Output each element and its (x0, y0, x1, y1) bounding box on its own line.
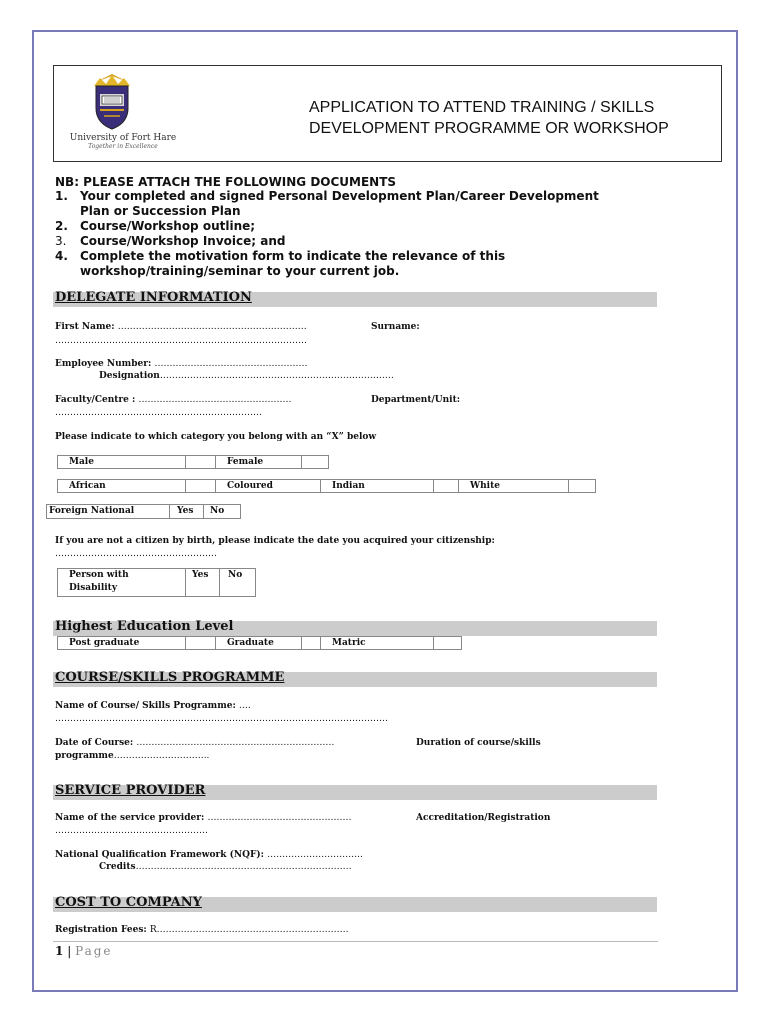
registration-fees-dots: ………………………………………………………. (156, 925, 349, 935)
employee-number-field[interactable] (55, 359, 307, 369)
list-item-number: 3. (55, 234, 67, 248)
page-footer (55, 944, 113, 958)
course-section-title: COURSE/SKILLS PROGRAMME (55, 670, 285, 685)
registration-fees-currency: R (149, 925, 157, 935)
designation-label: Designation (99, 371, 160, 381)
programme-label: programme (55, 751, 114, 761)
list-item-text: Complete the motivation form to indicate the relevance of this (80, 249, 506, 263)
form-title (309, 97, 669, 139)
disability-cell (57, 568, 186, 597)
course-date-field[interactable] (55, 738, 334, 748)
delegate-section-bar (53, 292, 657, 307)
nqf-dots: ………………………….. (267, 850, 363, 860)
list-item-number: 2. (55, 219, 68, 233)
university-name: University of Fort Hare (69, 133, 177, 143)
faculty-field[interactable] (55, 395, 292, 405)
duration-label[interactable]: Duration of course/skills (416, 738, 541, 748)
sun-rays-icon (94, 74, 130, 86)
surname-dots[interactable]: ………………………………………………………………………… (55, 336, 307, 346)
delegate-section-title: DELEGATE INFORMATION (55, 290, 252, 305)
accreditation-label[interactable]: Accreditation/Registration (416, 813, 551, 823)
gender-female-checkbox[interactable] (302, 455, 329, 469)
programme-dots: ………………………….. (113, 751, 210, 761)
education-graduate-checkbox[interactable] (302, 636, 321, 650)
university-motto: Together in Excellence (88, 143, 158, 150)
attachment-list (55, 189, 675, 279)
list-item (55, 234, 675, 249)
education-postgrad-checkbox[interactable] (186, 636, 216, 650)
disability-label-line-1: Person with (69, 570, 129, 580)
programme-field[interactable] (55, 751, 209, 761)
education-postgrad-cell: Post graduate (57, 636, 186, 650)
first-name-label: First Name: (55, 322, 115, 332)
list-item (55, 249, 675, 279)
disability-no[interactable]: No (220, 568, 256, 597)
form-title-line-2: DEVELOPMENT PROGRAMME OR WORKSHOP (309, 120, 669, 137)
nqf-field[interactable] (55, 850, 363, 860)
nqf-label: National Qualification Framework (NQF): (55, 850, 264, 860)
education-matric-cell: Matric (321, 636, 434, 650)
foreign-national-yes[interactable]: Yes (170, 504, 204, 519)
race-indian-checkbox[interactable] (434, 479, 459, 493)
list-item (55, 189, 675, 219)
gender-male-cell: Male (57, 455, 186, 469)
department-label[interactable]: Department/Unit: (371, 395, 461, 405)
employee-number-dots: …………………………………………… (154, 359, 308, 369)
course-name-field[interactable] (55, 701, 251, 711)
education-graduate-cell: Graduate (216, 636, 302, 650)
race-white-cell: White (459, 479, 569, 493)
course-name-dots[interactable]: ………………………………………………………………………………………………… (55, 714, 388, 724)
race-white-checkbox[interactable] (569, 479, 596, 493)
designation-field[interactable] (99, 371, 394, 381)
accreditation-dots[interactable]: …………………………………………… (55, 826, 208, 836)
faculty-dots: …………………………………………… (138, 395, 292, 405)
foreign-national-no[interactable]: No (204, 504, 241, 519)
list-item-number: 1. (55, 189, 68, 203)
university-crest-logo (90, 72, 134, 130)
list-item-text: Course/Workshop outline; (80, 219, 256, 233)
provider-section-title: SERVICE PROVIDER (55, 783, 206, 798)
course-date-label: Date of Course: (55, 738, 134, 748)
list-item (55, 219, 675, 234)
disability-label-line-2: Disability (69, 583, 118, 593)
designation-dots: …………………………………………………………………… (159, 371, 394, 381)
provider-name-field[interactable] (55, 813, 351, 823)
page-number: 1 (55, 944, 64, 958)
course-date-dots: ………………………………………………………… (136, 738, 335, 748)
citizenship-dots[interactable]: ……………………………………………… (55, 549, 217, 559)
list-item-text: Course/Workshop Invoice; and (80, 234, 286, 248)
list-item-number: 4. (55, 249, 68, 263)
education-matric-checkbox[interactable] (434, 636, 462, 650)
cost-section-title: COST TO COMPANY (55, 895, 202, 910)
first-name-dots: ……………………………………………………… (117, 322, 307, 332)
course-name-short-dots: …. (238, 701, 251, 711)
foreign-national-cell: Foreign National (46, 504, 170, 519)
provider-name-dots: ………………………………………… (207, 813, 352, 823)
department-dots[interactable]: …………………………………………………………… (55, 408, 262, 418)
gender-male-checkbox[interactable] (186, 455, 216, 469)
credits-label: Credits (99, 862, 136, 872)
course-name-label: Name of Course/ Skills Programme: (55, 701, 236, 711)
disability-yes[interactable]: Yes (186, 568, 220, 597)
race-indian-cell: Indian (321, 479, 434, 493)
list-item-text-cont: Plan or Succession Plan (80, 204, 241, 218)
nb-heading: NB: PLEASE ATTACH THE FOLLOWING DOCUMENTS (55, 175, 397, 189)
page-separator: | (67, 944, 72, 958)
form-title-line-1: APPLICATION TO ATTEND TRAINING / SKILLS (309, 99, 655, 116)
first-name-field[interactable] (55, 322, 307, 332)
citizenship-prompt: If you are not a citizen by birth, please indicate the date you acquired your citizenship: (55, 536, 495, 546)
category-prompt: Please indicate to which category you belong with an “X” below (55, 432, 377, 442)
education-section-bar (53, 621, 657, 636)
education-section-title: Highest Education Level (55, 619, 234, 634)
list-item-text: Your completed and signed Personal Development Plan/Career Development (80, 189, 599, 203)
race-african-checkbox[interactable] (186, 479, 216, 493)
footer-rule (53, 941, 658, 942)
credits-dots: ……………………………………………………………… (135, 862, 352, 872)
provider-section-bar (53, 785, 657, 800)
race-african-cell: African (57, 479, 186, 493)
employee-number-label: Employee Number: (55, 359, 152, 369)
gender-female-cell: Female (216, 455, 302, 469)
list-item-text-cont: workshop/training/seminar to your current job. (80, 264, 400, 278)
page-word: Page (75, 944, 113, 958)
surname-label[interactable]: Surname: (371, 322, 420, 332)
credits-field[interactable] (99, 862, 352, 872)
registration-fees-field[interactable] (55, 925, 349, 935)
registration-fees-label: Registration Fees: (55, 925, 147, 935)
race-coloured-cell: Coloured (216, 479, 321, 493)
provider-name-label: Name of the service provider: (55, 813, 205, 823)
course-section-bar (53, 672, 657, 687)
cost-section-bar (53, 897, 657, 912)
faculty-label: Faculty/Centre : (55, 395, 136, 405)
